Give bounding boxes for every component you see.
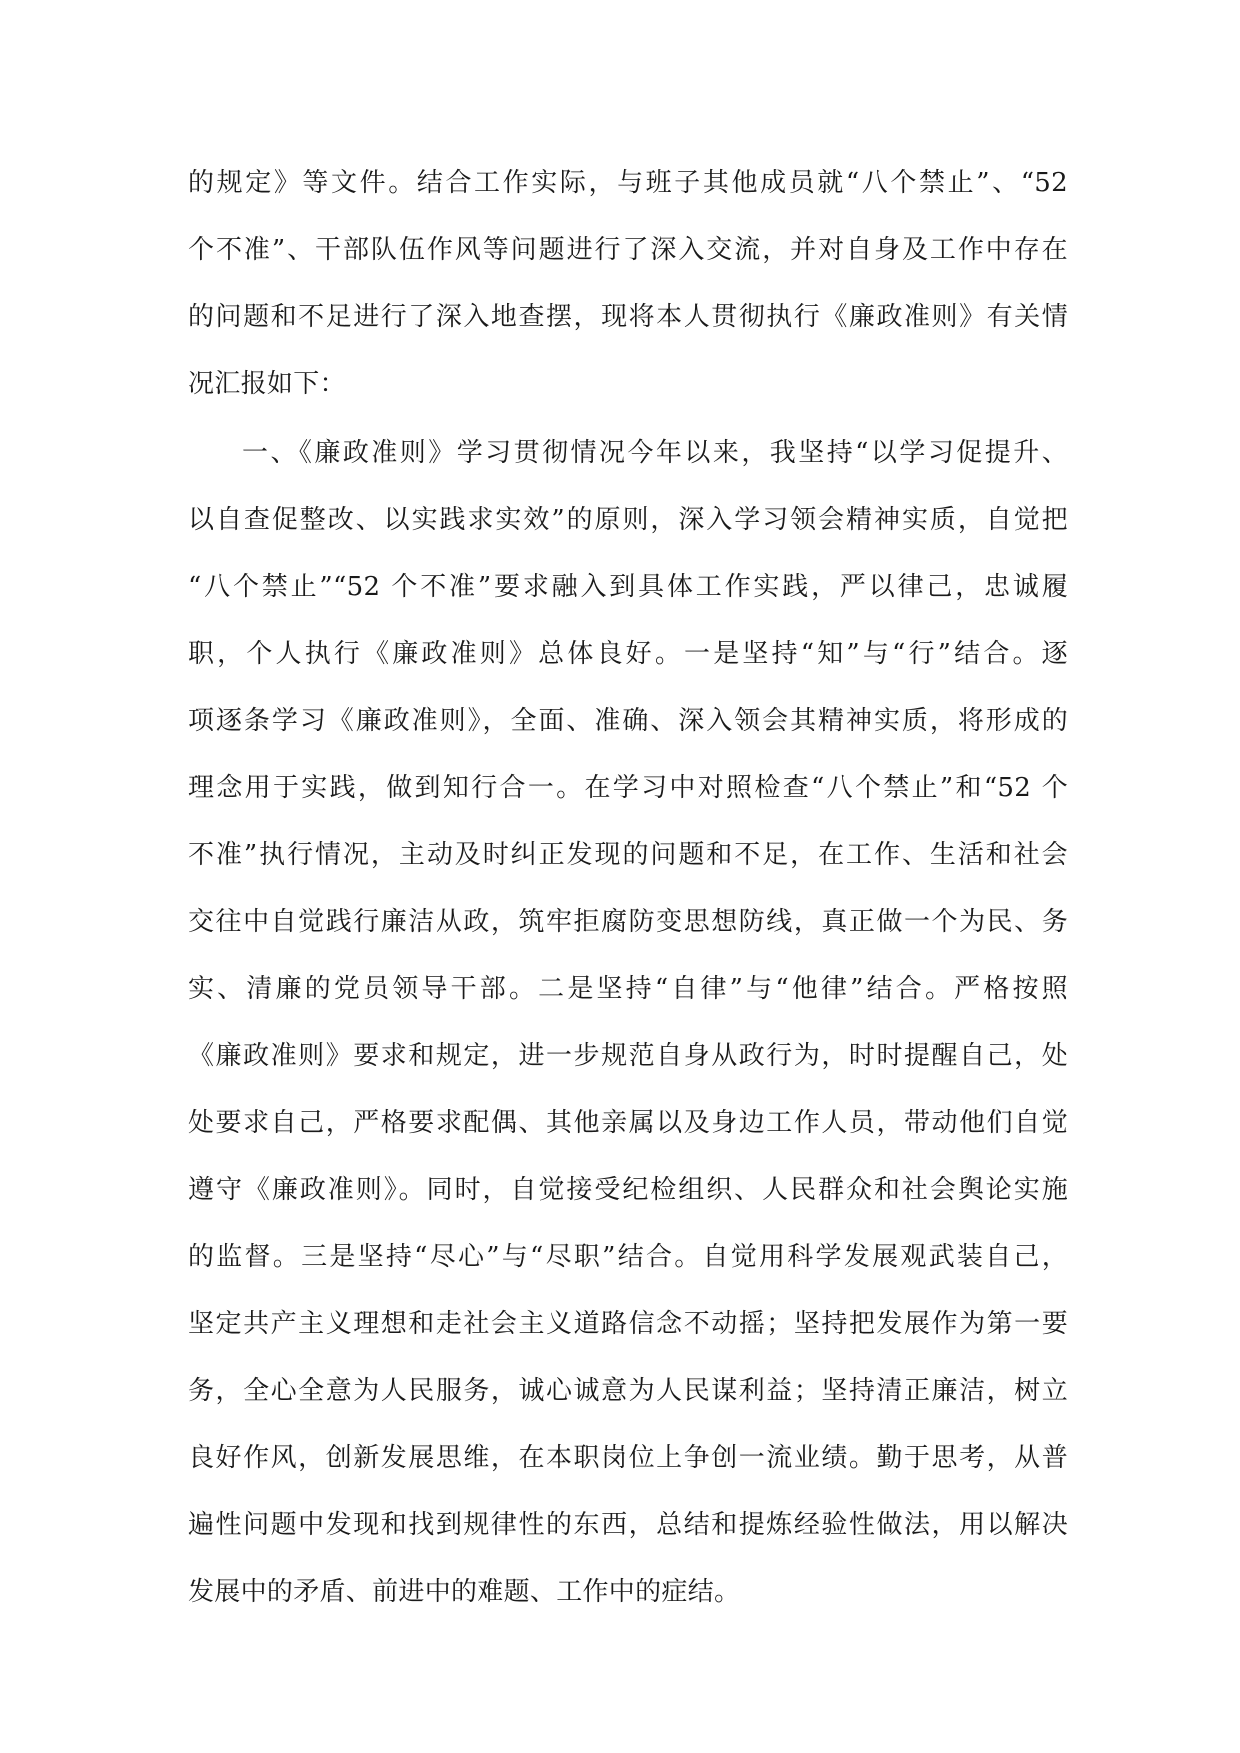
text-line: 发展中的矛盾、前进中的难题、工作中的症结。 xyxy=(188,1577,741,1607)
text-line: 遍性问题中发现和找到规律性的东西，总结和提炼经验性做法，用以解决 xyxy=(188,1510,1068,1540)
text-line: 的规定》等文件。结合工作实际，与班子其他成员就“八个禁止”、“52 xyxy=(188,168,1068,198)
text-line: 交往中自觉践行廉洁从政，筑牢拒腐防变思想防线，真正做一个为民、务 xyxy=(188,907,1068,937)
paragraph-intro xyxy=(188,150,1068,418)
paragraph-section-1 xyxy=(188,420,1068,1626)
text-line: 个不准”、干部队伍作风等问题进行了深入交流，并对自身及工作中存在 xyxy=(188,235,1068,265)
text-line: 处要求自己，严格要求配偶、其他亲属以及身边工作人员，带动他们自觉 xyxy=(188,1108,1068,1138)
text-line: 不准”执行情况，主动及时纠正发现的问题和不足，在工作、生活和社会 xyxy=(188,840,1068,870)
text-line: 项逐条学习《廉政准则》，全面、准确、深入领会其精神实质，将形成的 xyxy=(188,706,1068,736)
text-line: “八个禁止”“52 个不准”要求融入到具体工作实践，严以律己，忠诚履 xyxy=(188,572,1068,602)
text-line: 的监督。三是坚持“尽心”与“尽职”结合。自觉用科学发展观武装自己， xyxy=(188,1242,1068,1272)
text-line: 坚定共产主义理想和走社会主义道路信念不动摇；坚持把发展作为第一要 xyxy=(188,1309,1068,1339)
text-line: 况汇报如下： xyxy=(188,369,346,399)
text-line: 遵守《廉政准则》。同时，自觉接受纪检组织、人民群众和社会舆论实施 xyxy=(188,1175,1068,1205)
text-line: 职，个人执行《廉政准则》总体良好。一是坚持“知”与“行”结合。逐 xyxy=(188,639,1068,669)
text-line: 实、清廉的党员领导干部。二是坚持“自律”与“他律”结合。严格按照 xyxy=(188,974,1068,1004)
text-line: 务，全心全意为人民服务，诚心诚意为人民谋利益；坚持清正廉洁，树立 xyxy=(188,1376,1068,1406)
text-line: 的问题和不足进行了深入地查摆，现将本人贯彻执行《廉政准则》有关情 xyxy=(188,302,1068,332)
text-line: 理念用于实践，做到知行合一。在学习中对照检查“八个禁止”和“52 个 xyxy=(188,773,1068,803)
text-line: 良好作风，创新发展思维，在本职岗位上争创一流业绩。勤于思考，从普 xyxy=(188,1443,1068,1473)
text-line: 以自查促整改、以实践求实效”的原则，深入学习领会精神实质，自觉把 xyxy=(188,505,1068,535)
section-heading-line: 一、《廉政准则》学习贯彻情况今年以来，我坚持“以学习促提升、 xyxy=(242,438,1068,468)
text-line: 《廉政准则》要求和规定，进一步规范自身从政行为，时时提醒自己，处 xyxy=(188,1041,1068,1071)
